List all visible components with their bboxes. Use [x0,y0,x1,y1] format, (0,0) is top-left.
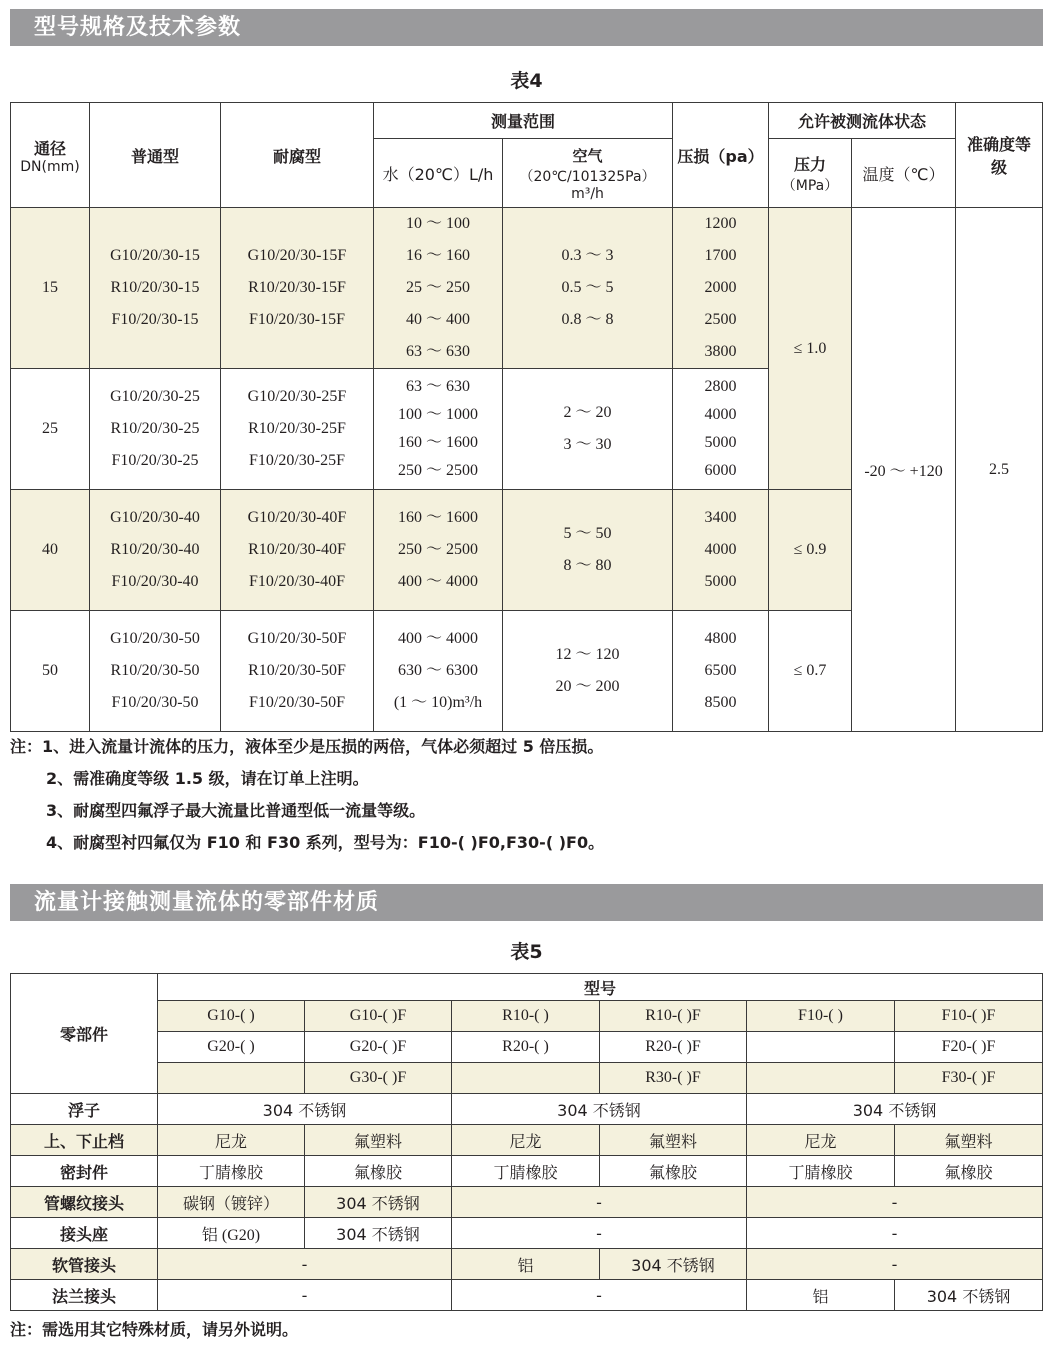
row-dn15-normal: G10/20/30-15 R10/20/30-15 F10/20/30-15 [90,208,221,369]
model-cell: R10-( ) [452,1001,600,1032]
spec-table [10,102,1043,732]
note-1: 注：1、进入流量计流体的压力，液体至少是压损的两倍，气体必须超过 5 倍压损。 [10,737,604,756]
row-dn50-corrosion: G10/20/30-50F R10/20/30-50F F10/20/30-50F [221,611,374,732]
material-cell: - [158,1280,452,1311]
section-title-materials: 流量计接触测量流体的零部件材质 [10,884,1043,921]
material-cell: 304 不锈钢 [305,1187,452,1218]
header-air: 空气 （20℃/101325Pa） m³/h [503,139,673,208]
temperature-range: -20 ～ +120 [852,208,956,732]
part-flange-label: 法兰接头 [11,1280,158,1311]
row-dn25-normal: G10/20/30-25 R10/20/30-25 F10/20/30-25 [90,369,221,490]
header-corrosion: 耐腐型 [221,103,374,208]
notes-section2 [10,1314,298,1346]
section-title-specs: 型号规格及技术参数 [10,9,1043,46]
material-cell: 碳钢（镀锌） [158,1187,305,1218]
model-cell [452,1063,600,1094]
part-hose-label: 软管接头 [11,1249,158,1280]
material-cell: 氟橡胶 [895,1156,1043,1187]
material-cell: 铝 [747,1280,895,1311]
notes-section1 [10,731,604,859]
table4-caption: 表4 [510,70,543,92]
model-cell: F30-( )F [895,1063,1043,1094]
material-cell: 304 不锈钢 [747,1094,1043,1125]
row-dn15-loss: 1200 1700 2000 2500 3800 [673,208,769,369]
model-cell: G20-( )F [305,1032,452,1063]
model-cell: G20-( ) [158,1032,305,1063]
model-cell: G30-( )F [305,1063,452,1094]
model-cell: R20-( )F [600,1032,747,1063]
material-cell: - [452,1218,747,1249]
row-dn50-dn: 50 [11,611,90,732]
row-dn25-loss: 2800 4000 5000 6000 [673,369,769,490]
header-water: 水（20℃）L/h [374,139,503,208]
material-cell: 丁腈橡胶 [747,1156,895,1187]
note-3: 3、耐腐型四氟浮子最大流量比普通型低一流量等级。 [46,801,426,820]
model-cell: G10-( )F [305,1001,452,1032]
model-cell: R30-( )F [600,1063,747,1094]
header-dn: 通径 DN(mm) [11,103,90,208]
row-dn15-dn: 15 [11,208,90,369]
row-dn50-pressure: ≤ 0.7 [769,611,852,732]
header-normal: 普通型 [90,103,221,208]
material-cell: 氟塑料 [600,1125,747,1156]
row-dn25-dn: 25 [11,369,90,490]
row-dn40-corrosion: G10/20/30-40F R10/20/30-40F F10/20/30-40F [221,490,374,611]
header-part: 零部件 [11,974,158,1094]
material-cell: - [747,1249,1043,1280]
row-dn15-water: 10 ～ 100 16 ～ 160 25 ～ 250 40 ～ 400 63 ～ 630 [374,208,503,369]
material-cell: 304 不锈钢 [158,1094,452,1125]
part-seat-label: 接头座 [11,1218,158,1249]
material-cell: 丁腈橡胶 [158,1156,305,1187]
material-cell: 氟橡胶 [305,1156,452,1187]
material-cell: - [158,1249,452,1280]
row-dn40-pressure: ≤ 0.9 [769,490,852,611]
material-cell: 304 不锈钢 [305,1218,452,1249]
material-cell: - [452,1280,747,1311]
row-dn25-water: 63 ～ 630 100 ～ 1000 160 ～ 1600 250 ～ 2500 [374,369,503,490]
header-pressure: 压力 （MPa） [769,139,852,208]
model-cell [747,1032,895,1063]
row-dn50-water: 400 ～ 4000 630 ～ 6300 (1 ～ 10)m³/h [374,611,503,732]
material-cell: 氟塑料 [895,1125,1043,1156]
material-cell: 铝 [452,1249,600,1280]
material-cell: - [747,1187,1043,1218]
header-model: 型号 [158,974,1043,1001]
row-dn40-loss: 3400 4000 5000 [673,490,769,611]
row-dn40-normal: G10/20/30-40 R10/20/30-40 F10/20/30-40 [90,490,221,611]
row-dn15-air: 0.3 ～ 3 0.5 ～ 5 0.8 ～ 8 [503,208,673,369]
part-thread-label: 管螺纹接头 [11,1187,158,1218]
row-dn25-air: 2 ～ 20 3 ～ 30 [503,369,673,490]
materials-table [10,973,1043,1311]
row-dn50-air: 12 ～ 120 20 ～ 200 [503,611,673,732]
material-cell: - [452,1187,747,1218]
header-temperature: 温度（℃） [852,139,956,208]
note-4: 4、耐腐型衬四氟仅为 F10 和 F30 系列，型号为：F10-( )F0,F30-( )F0。 [46,833,605,852]
row-dn50-loss: 4800 6500 8500 [673,611,769,732]
header-range: 测量范围 [374,103,673,139]
pressure-dn15-25: ≤ 1.0 [769,208,852,490]
part-stop-label: 上、下止档 [11,1125,158,1156]
row-dn50-normal: G10/20/30-50 R10/20/30-50 F10/20/30-50 [90,611,221,732]
material-cell: 氟塑料 [305,1125,452,1156]
part-seal-label: 密封件 [11,1156,158,1187]
material-cell: 尼龙 [158,1125,305,1156]
material-cell: 304 不锈钢 [600,1249,747,1280]
model-cell: F20-( )F [895,1032,1043,1063]
model-cell: R10-( )F [600,1001,747,1032]
model-cell: G10-( ) [158,1001,305,1032]
row-dn40-dn: 40 [11,490,90,611]
model-cell: R20-( ) [452,1032,600,1063]
material-cell: 304 不锈钢 [452,1094,747,1125]
model-cell [747,1063,895,1094]
note-2: 2、需准确度等级 1.5 级，请在订单上注明。 [46,769,369,788]
material-cell: 铝 (G20) [158,1218,305,1249]
row-dn40-water: 160 ～ 1600 250 ～ 2500 400 ～ 4000 [374,490,503,611]
material-cell: 丁腈橡胶 [452,1156,600,1187]
header-pressure-loss: 压损（pa） [673,103,769,208]
material-cell: 304 不锈钢 [895,1280,1043,1311]
model-cell [158,1063,305,1094]
note-materials: 注：需选用其它特殊材质，请另外说明。 [10,1320,299,1339]
material-cell: - [747,1218,1043,1249]
material-cell: 尼龙 [747,1125,895,1156]
header-fluid-state: 允许被测流体状态 [769,103,956,139]
part-float-label: 浮子 [11,1094,158,1125]
material-cell: 尼龙 [452,1125,600,1156]
row-dn15-corrosion: G10/20/30-15F R10/20/30-15F F10/20/30-15F [221,208,374,369]
model-cell: F10-( )F [895,1001,1043,1032]
accuracy-value: 2.5 [956,208,1043,732]
row-dn25-corrosion: G10/20/30-25F R10/20/30-25F F10/20/30-25F [221,369,374,490]
row-dn40-air: 5 ～ 50 8 ～ 80 [503,490,673,611]
model-cell: F10-( ) [747,1001,895,1032]
header-accuracy: 准确度等级 [956,103,1043,208]
table5-caption: 表5 [510,941,543,963]
material-cell: 氟橡胶 [600,1156,747,1187]
